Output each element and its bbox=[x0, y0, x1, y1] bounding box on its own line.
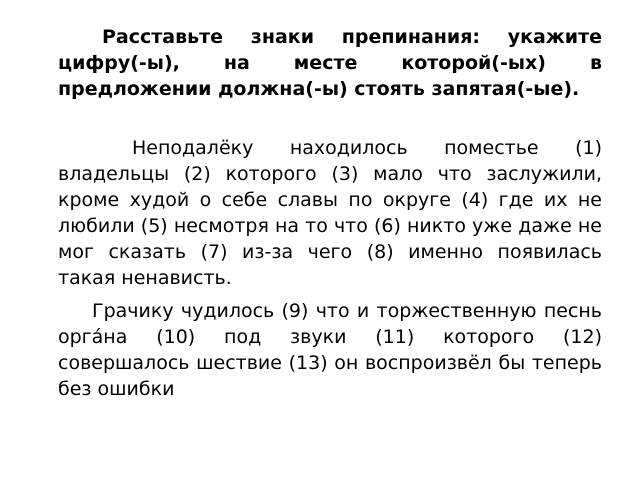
task-instruction: Расставьте знаки препинания: укажите цифру(-ы), на месте которой(-ых) в предложении должна(-ы) стоять запятая(-ые). bbox=[58, 26, 602, 100]
slide-content bbox=[58, 24, 602, 402]
sentence-2: Грачику чудилось (9) что и торжественную песнь орга́на (10) под звуки (11) которого (12) совершалось шествие (13) он воспроизвёл бы теперь без ошибки bbox=[58, 300, 602, 400]
sentence-1: Неподалёку находилось поместье (1) владельцы (2) которого (3) мало что заслужили, кроме худой о себе славы по округе (4) где их не любили (5) несмотря на то что (6) никто уже даже не мог сказать (7) из-за чего (8) именно появилась такая ненависть. bbox=[58, 137, 602, 289]
